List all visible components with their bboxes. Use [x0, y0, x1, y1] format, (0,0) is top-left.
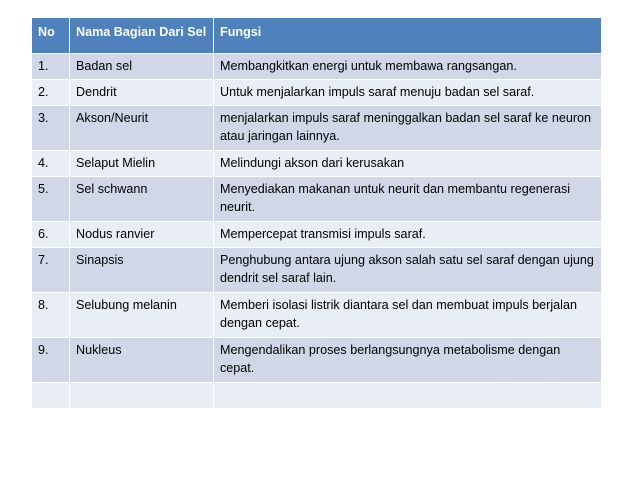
cell-part: Nodus ranvier — [70, 222, 214, 248]
cell-no: 6. — [32, 222, 70, 248]
cell-no: 9. — [32, 338, 70, 383]
cell-no: 8. — [32, 293, 70, 338]
cell-no: 1. — [32, 54, 70, 80]
table-row — [32, 177, 602, 222]
cell-no: 4. — [32, 151, 70, 177]
cell-function: menjalarkan impuls saraf meninggalkan badan sel saraf ke neuron atau jaringan lainnya. — [214, 106, 602, 151]
cell-no: 2. — [32, 80, 70, 106]
table-row — [32, 80, 602, 106]
cell-function — [214, 383, 602, 409]
cell-part: Badan sel — [70, 54, 214, 80]
table-row — [32, 248, 602, 293]
table-row — [32, 222, 602, 248]
table-row — [32, 151, 602, 177]
table-row — [32, 106, 602, 151]
header-function: Fungsi — [214, 18, 602, 54]
table-row — [32, 293, 602, 338]
cell-part: Sel schwann — [70, 177, 214, 222]
cell-no: 3. — [32, 106, 70, 151]
cell-part: Sinapsis — [70, 248, 214, 293]
cell-no: 7. — [32, 248, 70, 293]
cell-function: Untuk menjalarkan impuls saraf menuju badan sel saraf. — [214, 80, 602, 106]
cell-part: Nukleus — [70, 338, 214, 383]
cell-function: Menyediakan makanan untuk neurit dan membantu regenerasi neurit. — [214, 177, 602, 222]
table-row — [32, 54, 602, 80]
cell-function: Mempercepat transmisi impuls saraf. — [214, 222, 602, 248]
table-row — [32, 338, 602, 383]
table-row-empty — [32, 383, 602, 409]
header-no: No — [32, 18, 70, 54]
cell-function: Membangkitkan energi untuk membawa rangsangan. — [214, 54, 602, 80]
cell-part: Dendrit — [70, 80, 214, 106]
cell-part: Selubung melanin — [70, 293, 214, 338]
cell-function: Memberi isolasi listrik diantara sel dan membuat impuls berjalan dengan cepat. — [214, 293, 602, 338]
cell-function: Mengendalikan proses berlangsungnya metabolisme dengan cepat. — [214, 338, 602, 383]
cell-part — [70, 383, 214, 409]
cell-no: 5. — [32, 177, 70, 222]
table-header-row — [32, 18, 602, 54]
header-part-name: Nama Bagian Dari Sel — [70, 18, 214, 54]
nerve-cell-parts-table — [31, 17, 602, 409]
cell-function: Penghubung antara ujung akson salah satu sel saraf dengan ujung dendrit sel saraf lain. — [214, 248, 602, 293]
cell-part: Selaput Mielin — [70, 151, 214, 177]
cell-part: Akson/Neurit — [70, 106, 214, 151]
cell-no — [32, 383, 70, 409]
cell-function: Melindungi akson dari kerusakan — [214, 151, 602, 177]
